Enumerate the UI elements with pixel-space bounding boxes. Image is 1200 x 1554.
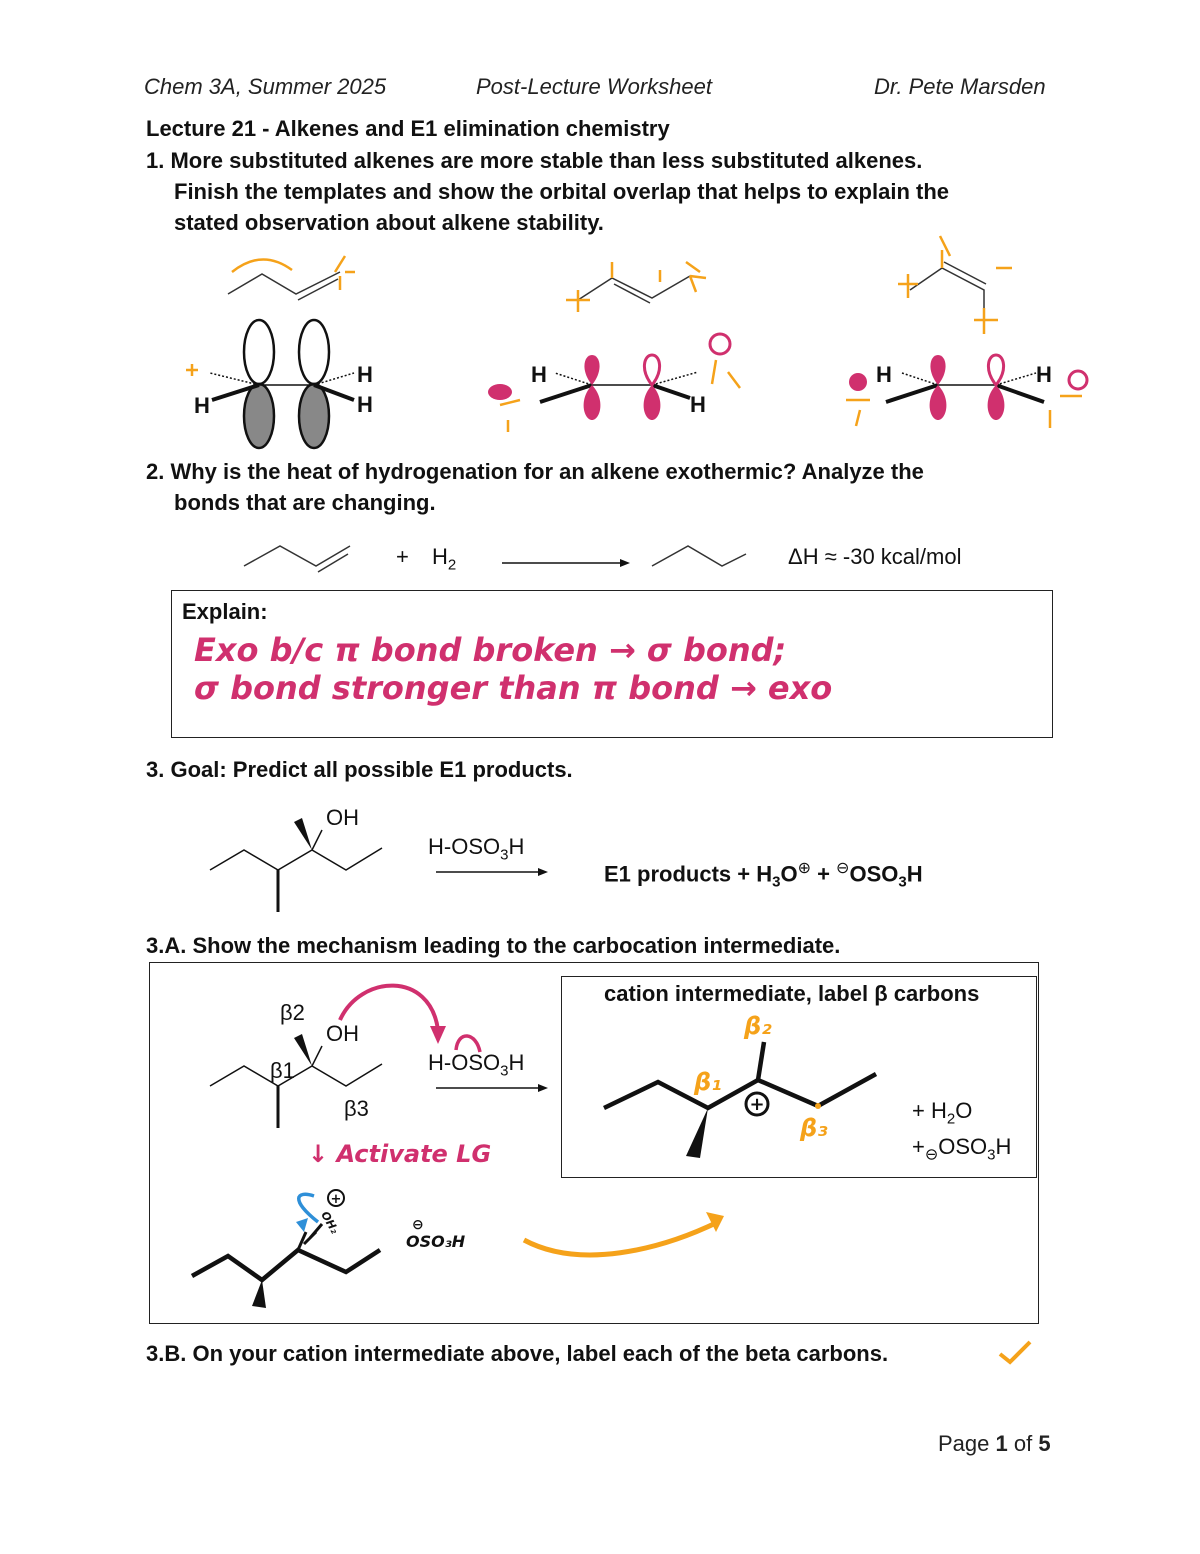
page-title: Lecture 21 - Alkenes and E1 elimination chemistry <box>146 116 670 141</box>
header-instructor: Dr. Pete Marsden <box>874 74 1046 99</box>
q3-reagent: $H-OSO_3H$ <box>428 834 525 864</box>
q3-goal: 3. Goal: Predict all possible E1 products. <box>146 757 573 782</box>
q3a-beta2-label: β2 <box>280 1000 305 1025</box>
q3a-plus-h2o: + $H_2O$ <box>912 1098 973 1128</box>
q3a-activate-lg: ↓ Activate LG <box>308 1140 492 1168</box>
svg-text:+: + <box>749 1094 765 1115</box>
q2-reactant-alkene <box>244 546 350 572</box>
q2-answer-line2: σ bond stronger than π bond → exo <box>194 669 833 707</box>
q3a-reagent: $H-OSO_3H$ <box>428 1050 525 1080</box>
q1-structure-3 <box>910 262 986 320</box>
q2-line1: 2. Why is the heat of hydrogenation for an alkene exothermic? Analyze the <box>146 459 924 484</box>
q3a-oh-label: OH <box>326 1021 359 1046</box>
q3a-hand-beta2: β₂ <box>744 1012 772 1040</box>
page-number: Page 1 of 5 <box>938 1431 1051 1456</box>
q1-d3-h-left: H <box>876 362 892 387</box>
q3a-oso3h-charge: ⊖ <box>412 1216 424 1232</box>
q3-reactant <box>210 830 382 912</box>
q3a-prompt: 3.A. Show the mechanism leading to the carbocation intermediate. <box>146 933 841 958</box>
q1-d1-h-right-bottom: H <box>357 392 373 417</box>
q1-annotation-2 <box>566 262 706 312</box>
q1-structure-2 <box>578 276 690 303</box>
q1-d1-h-left: H <box>194 393 210 418</box>
q3-wedge <box>294 818 312 850</box>
q3a-plus-oso3h: $+_⊖OSO_3H$ <box>912 1134 1012 1164</box>
q2-answer-line1: Exo b/c π bond broken → σ bond; <box>194 631 787 669</box>
q3a-beta3-label: β3 <box>344 1096 369 1121</box>
q2-explain-box <box>171 590 1053 738</box>
header-doc-type: Post-Lecture Worksheet <box>476 74 712 99</box>
svg-text:+: + <box>330 1192 342 1207</box>
q3a-hand-beta3: β₃ <box>800 1114 828 1142</box>
q3a-hand-beta1: β₁ <box>694 1068 722 1096</box>
q2-product-alkane <box>652 546 746 566</box>
q2-reagent: $H_2$ <box>432 544 457 574</box>
q3a-oh2-hand: OH₂ <box>318 1209 342 1236</box>
q1-orbital-diagram-1 <box>186 320 354 448</box>
q3b-prompt: 3.B. On your cation intermediate above, label each of the beta carbons. <box>146 1341 889 1366</box>
q3a-oso3h-hand: OSO₃H <box>406 1232 466 1251</box>
q1-structure-1 <box>228 272 340 300</box>
q1-line3: stated observation about alkene stability. <box>174 210 604 235</box>
q3b-check-mark <box>1000 1342 1030 1362</box>
q2-plus: + <box>396 544 409 569</box>
q3-oh-label: OH <box>326 805 359 830</box>
q2-explain-label: Explain: <box>182 599 268 624</box>
q1-d2-h-left: H <box>531 362 547 387</box>
header-course: Chem 3A, Summer 2025 <box>144 74 387 99</box>
q3a-beta1-label: β1 <box>270 1058 295 1083</box>
q1-d1-h-right-top: H <box>357 362 373 387</box>
q1-line1: 1. More substituted alkenes are more stable than less substituted alkenes. <box>146 148 923 173</box>
q3-products: E1 products + $H_3O^\oplus + ^⊖OSO_3H$ <box>604 860 923 891</box>
q1-d3-h-right: H <box>1036 362 1052 387</box>
q2-line2: bonds that are changing. <box>174 490 436 515</box>
q3a-cation-label: cation intermediate, label β carbons <box>604 981 980 1006</box>
q2-delta-h: ΔH ≈ -30 kcal/mol <box>788 544 962 569</box>
q1-line2: Finish the templates and show the orbital overlap that helps to explain the <box>174 179 950 204</box>
q1-d2-h-right: H <box>690 392 706 417</box>
q1-annotation-3 <box>898 236 1012 334</box>
